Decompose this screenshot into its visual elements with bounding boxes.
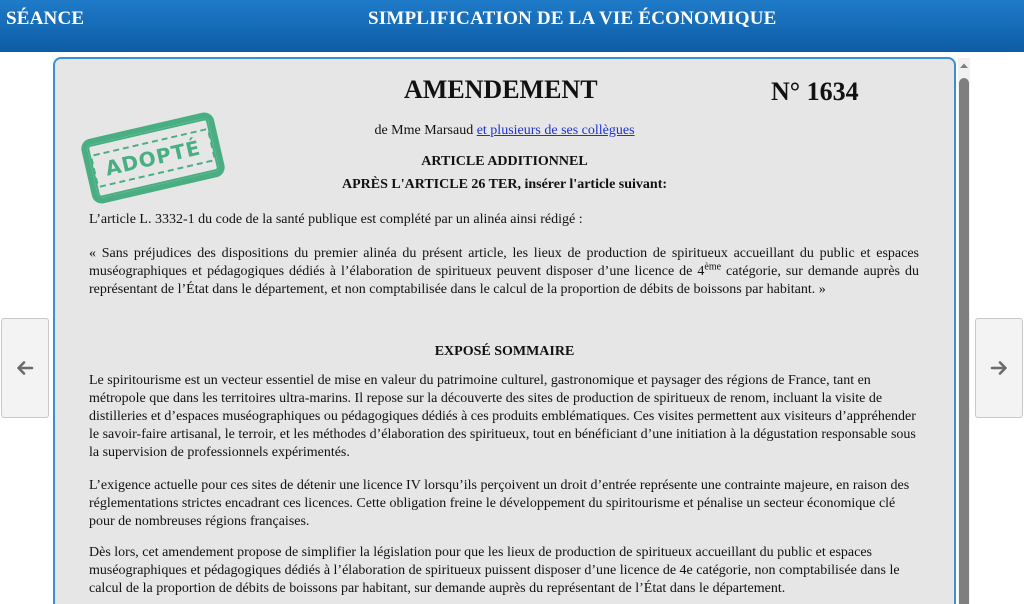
expose-title: EXPOSÉ SOMMAIRE <box>434 344 575 359</box>
arrow-right-icon <box>989 358 1009 378</box>
amendment-text-part1: « Sans préjudices des dispositions du premier alinéa du présent article, les lieux de production de spiritueux accueillant du public et espaces muséographiques et pédagogiques dédiés à l’élaboration de spiritueux peuvent disposer d’une licence de 4 <box>89 246 919 279</box>
amendment-intro: L’article L. 3332-1 du code de la santé publique est complété par un alinéa ainsi rédigé : <box>89 212 583 227</box>
expose-paragraph-1: Le spiritourisme est un vecteur essentiel de mise en valeur du patrimoine culturel, gastronomique et paysager des régions de France, tant en métropole que dans les territoires ultra-marins. Il repose sur la découverte des sites de production de spiritueux de renom, incluant la visite de distilleries et d’espaces muséographiques ou pédagogiques dédiés à ces produits emblématiques. Ces visites permettent aux visiteurs d’appréhender le savoir-faire artisanal, le terroir, et les méthodes d’élaboration des spiritueux, tout en bénéficiant d’une initiation à la dégustation responsable sous la supervision de professionnels expérimentés. <box>89 373 916 460</box>
next-button[interactable] <box>975 318 1023 418</box>
amendment-title: AMENDEMENT <box>404 75 598 104</box>
expose-paragraph-2: L’exigence actuelle pour ces sites de détenir une licence IV lorsqu’ils perçoivent un droit d’entrée représente une contrainte majeure, en raison des réglementations strictes encadrant ces licences. Cette obligation freine le développement du spiritourisme et pénalise un secteur économique clé pour de nombreuses régions françaises. <box>89 478 910 529</box>
amendment-text <box>89 245 919 299</box>
co-authors-link[interactable]: et plusieurs de ses collègues <box>476 123 635 138</box>
scroll-up-arrow-icon[interactable] <box>958 60 970 72</box>
vertical-scrollbar[interactable] <box>958 58 970 604</box>
author-name: de Mme Marsaud <box>374 123 474 138</box>
amendment-number: N° 1634 <box>771 77 859 106</box>
amendment-text-superscript: ème <box>704 261 722 273</box>
arrow-left-icon <box>15 358 35 378</box>
page-title: SIMPLIFICATION DE LA VIE ÉCONOMIQUE <box>368 8 777 29</box>
article-subheading: APRÈS L'ARTICLE 26 TER, insérer l'article suivant: <box>341 177 668 192</box>
previous-button[interactable] <box>1 318 49 418</box>
article-heading: ARTICLE ADDITIONNEL <box>421 154 588 169</box>
expose-paragraph-3: Dès lors, cet amendement propose de simplifier la législation pour que les lieux de production de spiritueux accueillant du public et espaces muséographiques et pédagogiques dédiés à l’élaboration de spiritueux puissent disposer d’une licence de 4e catégorie, non comptabilisée dans le calcul de la proportion de débits de boissons par habitant, sur demande auprès du représentant de l’État dans le département. <box>89 545 900 596</box>
amendment-author <box>55 123 954 139</box>
adopted-stamp-text: ADOPTÉ <box>90 128 216 188</box>
seance-label[interactable]: SÉANCE <box>6 8 85 29</box>
header-bar <box>0 0 1024 52</box>
scrollbar-thumb[interactable] <box>959 78 969 604</box>
amendment-panel <box>53 57 956 604</box>
amendment-text-part2: catégorie, sur demande auprès du représentant de l’État dans le département, et non comptabilisée dans le calcul de la proportion de débits de boissons par habitant. » <box>89 264 919 297</box>
